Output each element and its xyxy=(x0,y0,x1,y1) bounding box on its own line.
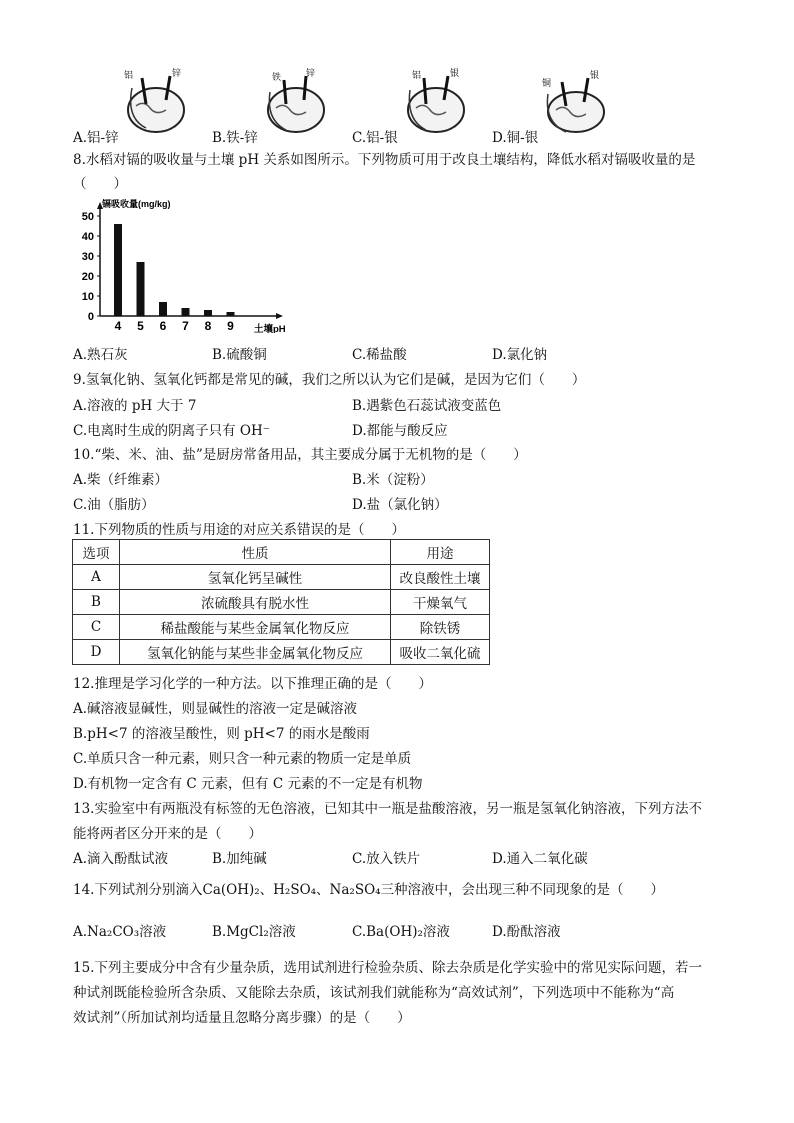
q10-option-d: D.盐（氯化钠） xyxy=(352,497,448,513)
q15-line3: 效试剂”（所加试剂均适量且忽略分离步骤）的是（ ） xyxy=(73,1010,411,1026)
electrode-label-left: 铝 xyxy=(124,71,134,81)
q9-option-c: C.电离时生成的阴离子只有 OH⁻ xyxy=(73,423,270,439)
y-tick-label: 10 xyxy=(81,291,94,303)
q12-option-b: B.pH<7 的溶液呈酸性，则 pH<7 的雨水是酸雨 xyxy=(73,726,370,742)
q12-option-c: C.单质只含一种元素，则只含一种元素的物质一定是单质 xyxy=(73,751,412,767)
x-tick-label: 9 xyxy=(227,319,234,333)
table-cell: 除铁锈 xyxy=(391,615,490,640)
q8-option-d: D.氯化钠 xyxy=(492,347,548,363)
electrode-label-right: 银 xyxy=(590,71,600,81)
q15-line2: 种试剂既能检验所含杂质、又能除去杂质，该试剂我们就能称为“高效试剂”，下列选项中不能称为“高 xyxy=(73,985,675,1001)
q9-option-b: B.遇紫色石蕊试液变蓝色 xyxy=(352,398,502,414)
table-cell: C xyxy=(73,615,120,640)
fruit-battery-figure-a xyxy=(118,68,190,136)
q12-option-d: D.有机物一定含有 C 元素，但有 C 元素的不一定是有机物 xyxy=(73,776,423,792)
fruit-battery-figure-d xyxy=(538,68,610,136)
q15-line1: 15.下列主要成分中含有少量杂质，选用试剂进行检验杂质、除去杂质是化学实验中的常见实际问题，若一 xyxy=(73,960,702,976)
bar xyxy=(114,224,122,316)
q10-stem: 10.“柴、米、油、盐”是厨房常备用品，其主要成分属于无机物的是（ ） xyxy=(73,447,527,463)
table-row xyxy=(73,565,490,590)
q13-option-c: C.放入铁片 xyxy=(352,851,421,867)
q10-option-b: B.米（淀粉） xyxy=(352,472,434,488)
table-cell: 稀盐酸能与某些金属氧化物反应 xyxy=(120,615,391,640)
table-header-row xyxy=(73,540,490,565)
fruit-battery-figure-b xyxy=(258,68,330,136)
q14-option-c: C.Ba(OH)₂溶液 xyxy=(352,924,450,940)
q12-stem: 12.推理是学习化学的一种方法。以下推理正确的是（ ） xyxy=(73,676,432,692)
table-cell: 浓硫酸具有脱水性 xyxy=(120,590,391,615)
q12-option-a: A.碱溶液显碱性，则显碱性的溶液一定是碱溶液 xyxy=(73,701,358,717)
y-tick-label: 40 xyxy=(81,231,94,243)
q7-option-a: A.铝-锌 xyxy=(73,130,119,146)
q10-option-c: C.油（脂肪） xyxy=(73,497,155,513)
q13-stem-line1: 13.实验室中有两瓶没有标签的无色溶液，已知其中一瓶是盐酸溶液，另一瓶是氢氧化钠溶液，下列方法不 xyxy=(73,801,702,817)
q8-option-b: B.硫酸铜 xyxy=(212,347,267,363)
table-cell: 干燥氧气 xyxy=(391,590,490,615)
y-tick-label: 20 xyxy=(81,271,94,283)
table-row xyxy=(73,640,490,665)
q7-option-d: D.铜-银 xyxy=(492,130,539,146)
y-tick-label: 0 xyxy=(87,311,94,323)
electrode-label-right: 银 xyxy=(450,69,460,79)
q14-stem-formula: Ca(OH)₂、H₂SO₄、Na₂SO₄ xyxy=(202,882,381,898)
table-header-cell: 用途 xyxy=(391,540,490,565)
fruit-battery-figure-c xyxy=(398,68,470,136)
electrode-label-right: 锌 xyxy=(306,69,316,79)
x-axis-label: 土壤pH xyxy=(254,324,286,333)
bar xyxy=(137,262,145,316)
table-row xyxy=(73,590,490,615)
bar xyxy=(182,308,190,316)
table-cell: 改良酸性土壤 xyxy=(391,565,490,590)
y-tick-label: 30 xyxy=(81,251,94,263)
x-tick-label: 6 xyxy=(159,319,167,333)
q14-option-d: D.酚酞溶液 xyxy=(492,924,561,940)
y-axis-label: 镉吸收量(mg/kg) xyxy=(102,199,171,209)
x-tick-label: 8 xyxy=(204,319,212,333)
electrode-label-left: 铜 xyxy=(542,79,552,89)
table-cell: A xyxy=(73,565,120,590)
q8-option-c: C.稀盐酸 xyxy=(352,347,407,363)
table-header-cell: 性质 xyxy=(120,540,391,565)
table-cell: 氢氧化钠能与某些非金属氧化物反应 xyxy=(120,640,391,665)
q8-stem-line2: （ ） xyxy=(73,176,127,192)
x-tick-label: 4 xyxy=(114,319,122,333)
q14-stem xyxy=(73,878,664,898)
q14-option-b: B.MgCl₂溶液 xyxy=(212,924,296,940)
q10-option-a: A.柴（纤维素） xyxy=(73,472,169,488)
bar xyxy=(159,302,167,316)
q11-table xyxy=(72,539,490,665)
q8-stem-line1: 8.水稻对镉的吸收量与土壤 pH 关系如图所示。下列物质可用于改良土壤结构，降低水稻对镉吸收量的是 xyxy=(73,152,696,168)
q14-option-a: A.Na₂CO₃溶液 xyxy=(73,924,167,940)
q13-option-d: D.通入二氧化碳 xyxy=(492,851,588,867)
table-cell: 吸收二氧化硫 xyxy=(391,640,490,665)
q7-option-b: B.铁-锌 xyxy=(212,130,258,146)
q14-stem-pre: 14.下列试剂分别滴入 xyxy=(73,882,203,898)
electrode-label-left: 铝 xyxy=(412,71,422,81)
bar xyxy=(227,312,235,316)
electrode-label-right: 锌 xyxy=(172,69,182,79)
q9-option-a: A.溶液的 pH 大于 7 xyxy=(73,398,197,414)
q9-option-d: D.都能与酸反应 xyxy=(352,423,448,439)
q13-option-b: B.加纯碱 xyxy=(212,851,267,867)
table-cell: D xyxy=(73,640,120,665)
q9-stem: 9.氢氧化钠、氢氧化钙都是常见的碱，我们之所以认为它们是碱，是因为它们（ ） xyxy=(73,372,586,388)
table-row xyxy=(73,615,490,640)
table-cell: B xyxy=(73,590,120,615)
bar xyxy=(204,310,212,316)
q14-stem-post: 三种溶液中，会出现三种不同现象的是（ ） xyxy=(380,882,665,898)
x-tick-label: 5 xyxy=(137,319,144,333)
cadmium-uptake-chart xyxy=(72,198,292,333)
q13-stem-line2: 能将两者区分开来的是（ ） xyxy=(73,826,262,842)
q8-option-a: A.熟石灰 xyxy=(73,347,128,363)
q7-option-c: C.铝-银 xyxy=(352,130,398,146)
x-tick-label: 7 xyxy=(182,319,189,333)
table-header-cell: 选项 xyxy=(73,540,120,565)
x-axis-arrow xyxy=(276,313,283,319)
electrode-label-left: 铁 xyxy=(272,73,282,83)
y-tick-label: 50 xyxy=(81,211,94,223)
q13-option-a: A.滴入酚酞试液 xyxy=(73,851,169,867)
table-cell: 氢氧化钙呈碱性 xyxy=(120,565,391,590)
q11-stem: 11.下列物质的性质与用途的对应关系错误的是（ ） xyxy=(73,522,405,538)
